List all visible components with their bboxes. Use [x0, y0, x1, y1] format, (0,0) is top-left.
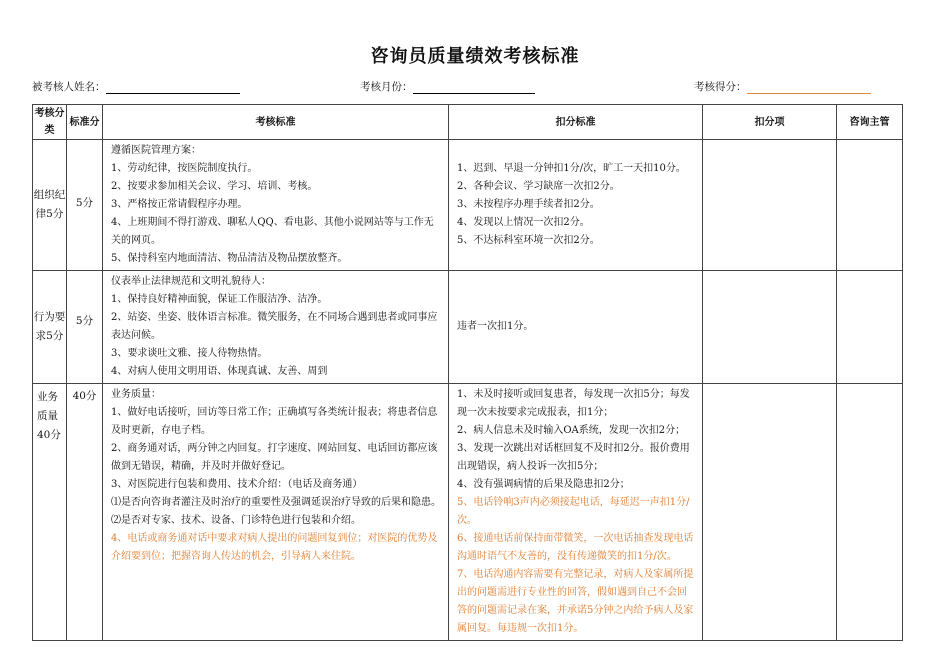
row-score: 5分: [67, 140, 103, 271]
table-row: [33, 271, 903, 384]
deduction-line-highlight: 6、接通电话前保持面带微笑，一次电话抽查发现电话沟通时语气不友善的，没有传递微笑的扣1分/次。: [457, 533, 694, 562]
deduction-line: 违者一次扣1分。: [457, 321, 534, 332]
deduction-line-highlight: 5、电话铃响3声内必须接起电话，每延迟一声扣1分/次。: [457, 497, 690, 526]
deduction-line-highlight: 7、电话沟通内容需要有完整记录，对病人及家属所提出的问题需进行专业性的回答，假如遇到自己不会回答的问题需记录在案，并承诺5分钟之内给予病人及家属回复。每违规一次扣1分。: [457, 569, 694, 634]
deduction-item-cell[interactable]: [703, 384, 837, 641]
score-label: 考核得分：: [694, 81, 747, 93]
criteria-line: 2、按要求参加相关会议、学习、培训、考核。: [111, 181, 318, 192]
deduction-line: 4、发现以上情况一次扣2分。: [457, 217, 590, 228]
deduction-line: 3、未按程序办理手续者扣2分。: [457, 199, 600, 210]
criteria-line: 2、站姿、坐姿、肢体语言标准。微笑服务，在不同场合遇到患者或同事应表达问候。: [111, 312, 438, 341]
score-blank[interactable]: [747, 80, 871, 94]
criteria-line: 3、对医院进行包装和费用、技术介绍：（电话及商务通）: [111, 479, 363, 490]
criteria-line: 仪表举止法律规范和文明礼貌待人：: [111, 276, 271, 287]
name-blank[interactable]: [106, 80, 240, 94]
row-category: 业务质量40分: [33, 384, 67, 641]
header-deduction-rule: 扣分标准: [449, 105, 703, 140]
page-title: 咨询员质量绩效考核标准: [370, 46, 580, 67]
row-criteria: [103, 271, 449, 384]
row-category: 组织纪律5分: [33, 140, 67, 271]
row-score: 40分: [67, 384, 103, 641]
supervisor-cell[interactable]: [837, 140, 903, 271]
header-criteria: 考核标准: [103, 105, 449, 140]
criteria-line: 遵循医院管理方案：: [111, 145, 201, 156]
criteria-line: 1、做好电话接听，回访等日常工作；正确填写各类统计报表；将患者信息及时更新，存电子档。: [111, 407, 438, 436]
criteria-line: 2、商务通对话，两分钟之内回复。打字速度、网站回复、电话回访都应该做到无错误，精确，并及时并做好登记。: [111, 443, 438, 472]
supervisor-cell[interactable]: [837, 384, 903, 641]
name-field: [32, 79, 240, 94]
month-label: 考核月份：: [360, 81, 413, 93]
criteria-line: 业务质量：: [111, 389, 161, 400]
row-score: 5分: [67, 271, 103, 384]
criteria-line: 1、保持良好精神面貌，保证工作服洁净、洁净。: [111, 294, 328, 305]
criteria-line: ⑵是否对专家、技术、设备、门诊特色进行包装和介绍。: [111, 515, 361, 526]
month-blank[interactable]: [413, 80, 535, 94]
deduction-line: 4、没有强调病情的后果及隐患扣2分；: [457, 479, 630, 490]
row-deduction: [449, 140, 703, 271]
deduction-line: 2、各种会议、学习缺席一次扣2分。: [457, 181, 620, 192]
criteria-line: ⑴是否向咨询者灌注及时治疗的重要性及强调延误治疗导致的后果和隐患。: [111, 497, 441, 508]
criteria-line-highlight: 4、电话或商务通对话中要求对病人提出的问题回复到位；对医院的优势及介绍要到位；把握咨询人传达的机会，引导病人来住院。: [111, 533, 438, 562]
criteria-line: 4、上班期间不得打游戏、聊私人QQ、看电影、其他小说网站等与工作无关的网页。: [111, 217, 434, 246]
table-row: [33, 384, 903, 641]
criteria-line: 1、劳动纪律，按医院制度执行。: [111, 163, 258, 174]
row-deduction: [449, 271, 703, 384]
criteria-line: 3、严格按正常请假程序办理。: [111, 199, 248, 210]
criteria-line: 4、对病人使用文明用语、体现真诚、友善、周到: [111, 366, 328, 377]
row-criteria: [103, 384, 449, 641]
deduction-line: 1、未及时接听或回复患者，每发现一次扣5分；每发现一次未按要求完成报表，扣1分；: [457, 389, 690, 418]
month-field: [360, 79, 535, 94]
row-criteria: [103, 140, 449, 271]
header-deduction-item: 扣分项: [703, 105, 837, 140]
supervisor-cell[interactable]: [837, 271, 903, 384]
header-supervisor: 咨询主管: [837, 105, 903, 140]
deduction-item-cell[interactable]: [703, 140, 837, 271]
deduction-line: 3、发现一次跳出对话框回复不及时扣2分。报价费用出现错误，病人投诉一次扣5分；: [457, 443, 690, 472]
assessment-table: [32, 104, 903, 641]
criteria-line: 3、要求谈吐文雅、接人待物热情。: [111, 348, 268, 359]
deduction-item-cell[interactable]: [703, 271, 837, 384]
row-deduction: [449, 384, 703, 641]
header-category: 考核分类: [33, 105, 67, 140]
table-row: [33, 140, 903, 271]
deduction-line: 1、迟到、早退一分钟扣1分/次，旷工一天扣10分。: [457, 163, 686, 174]
deduction-line: 2、病人信息未及时输入OA系统，发现一次扣2分；: [457, 425, 686, 436]
criteria-line: 5、保持科室内地面清洁、物品清洁及物品摆放整齐。: [111, 253, 348, 264]
score-field: [694, 79, 871, 94]
table-header-row: [33, 105, 903, 140]
header-standard-score: 标准分: [67, 105, 103, 140]
row-category: 行为要求5分: [33, 271, 67, 384]
name-label: 被考核人姓名：: [32, 81, 106, 93]
deduction-line: 5、不达标科室环境一次扣2分。: [457, 235, 600, 246]
